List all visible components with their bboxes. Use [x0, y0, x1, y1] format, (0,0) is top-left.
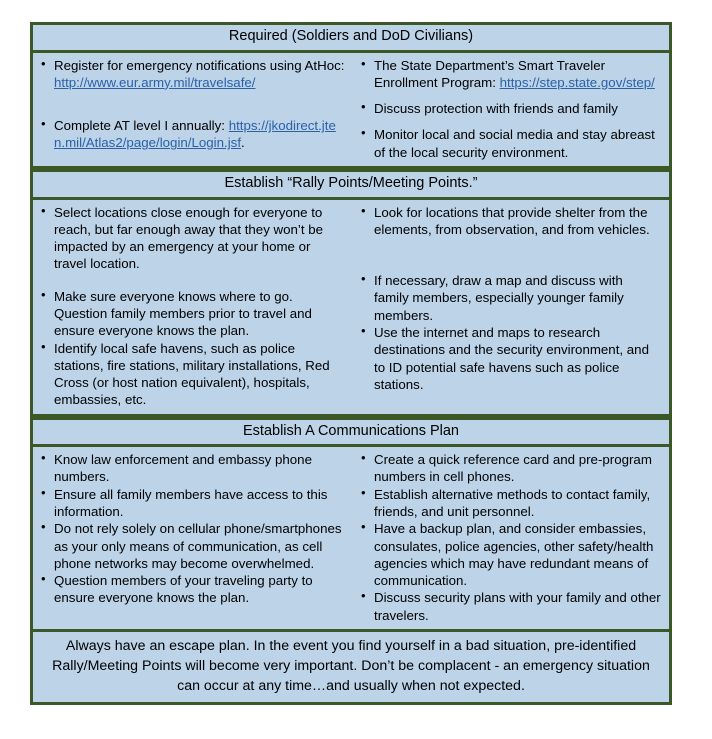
list-item-text: Select locations close enough for everyone to reach, but far enough away that they won’t be impacted by an emergency at your home or travel location.	[54, 204, 324, 272]
list-item	[39, 520, 345, 572]
list-item-text: Ensure all family members have access to this information.	[54, 486, 328, 520]
list-item	[359, 486, 661, 521]
section-header-communications-plan: Establish A Communications Plan	[30, 417, 672, 448]
list-item	[39, 117, 345, 152]
list-item-text: Monitor local and social media and stay abreast of the local security environment.	[374, 127, 655, 160]
list-item	[359, 204, 661, 239]
list-item	[359, 324, 661, 393]
list-item	[359, 272, 661, 324]
list-item-text: Know law enforcement and embassy phone numbers.	[54, 452, 312, 485]
list-item-text: Do not rely solely on cellular phone/smartphones as your only means of communication, as cell phone networks may become overwhelmed.	[54, 521, 342, 571]
link-step-state-gov[interactable]: https://step.state.gov/step/	[499, 74, 655, 90]
section-body-required	[30, 53, 672, 169]
list-item	[359, 100, 661, 117]
list-item-text: Make sure everyone knows where to go. Question family members prior to travel and ensure everyone knows the plan.	[54, 288, 312, 339]
section-required-left-column	[35, 57, 351, 161]
list-item	[359, 126, 661, 161]
link-jko-login[interactable]: https://jkodirect.jten.mil/Atlas2/page/login/Login.jsf	[54, 118, 336, 151]
list-item-text: Identify local safe havens, such as police stations, fire stations, military installations, Red Cross (or host nation equivalent), hospitals, embassies, etc.	[54, 340, 330, 408]
list-item-text: The State Department’s Smart Traveler Enrollment Program:	[374, 57, 606, 90]
list-item	[39, 572, 345, 607]
list-item-text: If necessary, draw a map and discuss with family members, especially younger family members.	[374, 273, 624, 323]
link-athoc-travelsafe[interactable]: http://www.eur.army.mil/travelsafe/	[54, 74, 256, 90]
list-item-text: Discuss security plans with your family and other travelers.	[374, 590, 661, 623]
bullet-list	[39, 451, 345, 607]
section-rally-right-column	[351, 204, 667, 409]
list-item-text: Discuss protection with friends and family	[374, 101, 618, 117]
list-item	[359, 57, 661, 92]
bullet-list	[39, 204, 345, 409]
list-item	[39, 204, 345, 273]
list-item-text: Have a backup plan, and consider embassies, consulates, police agencies, other safety/health agencies which may have redundant means of communication.	[374, 521, 654, 589]
list-item	[39, 288, 345, 340]
list-item-text: Create a quick reference card and pre-program numbers in cell phones.	[374, 452, 652, 485]
footer-escape-plan-note: Always have an escape plan. In the event you find yourself in a bad situation, pre-identified Rally/Meeting Points will become very important. Don’t be complacent - an emergency situation can occur at any time…and usually when not expected.	[30, 632, 672, 705]
list-item	[39, 340, 345, 409]
bullet-list	[359, 204, 661, 394]
list-item-text: Use the internet and maps to research destinations and the security environment, and to ID potential safe havens such as police stations.	[374, 324, 649, 392]
list-item	[359, 589, 661, 624]
section-required-right-column	[351, 57, 667, 161]
list-item	[39, 57, 345, 92]
section-comms-left-column	[35, 451, 351, 624]
list-item	[39, 451, 345, 486]
section-body-communications-plan	[30, 447, 672, 632]
list-item-text: Complete AT level I annually:	[54, 118, 229, 134]
section-header-rally-points: Establish “Rally Points/Meeting Points.”	[30, 169, 672, 200]
section-header-required: Required (Soldiers and DoD Civilians)	[30, 22, 672, 53]
bullet-list	[39, 57, 345, 152]
bullet-list	[359, 57, 661, 161]
travel-security-checklist-table	[30, 22, 672, 705]
list-item	[359, 520, 661, 589]
list-item-text: Look for locations that provide shelter from the elements, from observation, and from vehicles.	[374, 204, 650, 237]
list-item-text-tail: .	[241, 135, 245, 151]
list-item-text: Question members of your traveling party to ensure everyone knows the plan.	[54, 573, 313, 606]
list-item	[39, 486, 345, 521]
section-comms-right-column	[351, 451, 667, 624]
list-item-text: Establish alternative methods to contact family, friends, and unit personnel.	[374, 486, 651, 520]
list-item-text: Register for emergency notifications using AtHoc:	[54, 57, 345, 73]
section-body-rally-points	[30, 200, 672, 417]
list-item	[359, 451, 661, 486]
bullet-list	[359, 451, 661, 624]
section-rally-left-column	[35, 204, 351, 409]
